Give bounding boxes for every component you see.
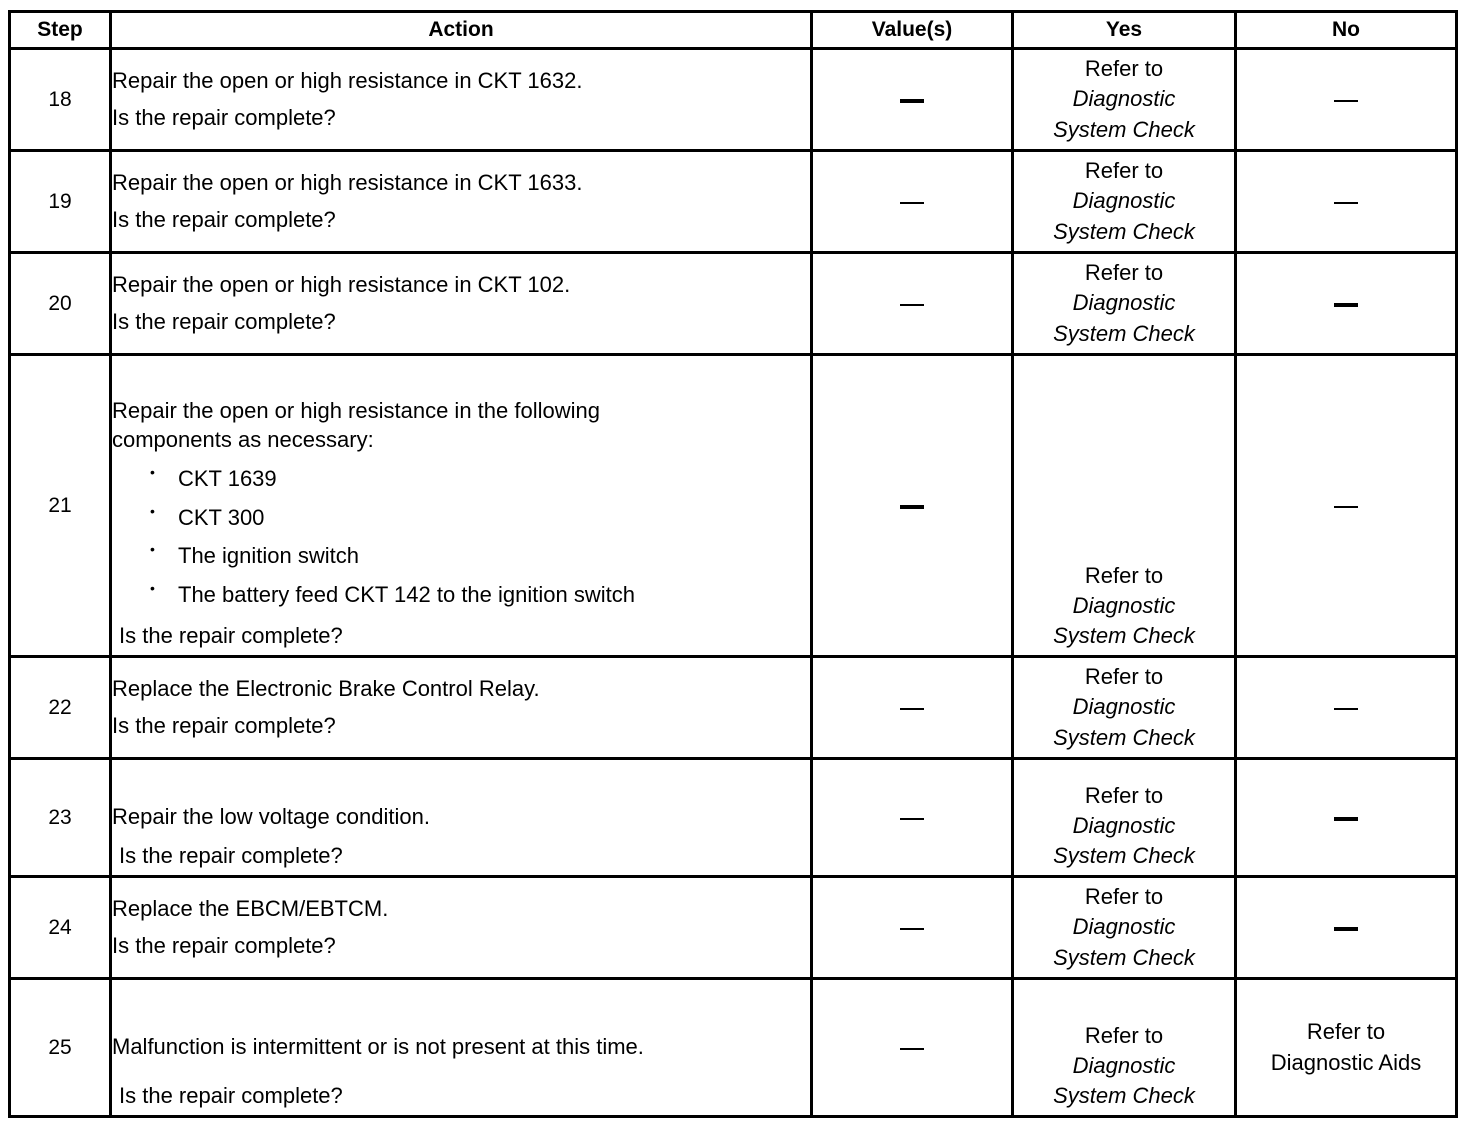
header-action: Action — [111, 12, 812, 49]
dash-icon — [900, 304, 924, 306]
dash-icon — [1334, 202, 1358, 204]
action-cell — [111, 49, 812, 151]
step-number: 21 — [10, 355, 111, 657]
yes-cell — [1013, 759, 1236, 877]
yes-refer: Refer to — [1084, 158, 1164, 184]
yes-system-check: System Check — [1053, 622, 1195, 648]
no-diagnostic-aids: Diagnostic Aids — [1270, 1049, 1422, 1075]
dash-icon — [900, 505, 924, 509]
yes-system-check: System Check — [1053, 842, 1195, 868]
dash-icon — [1334, 927, 1358, 931]
dash-icon — [900, 1048, 924, 1050]
component-list — [112, 460, 810, 614]
yes-diagnostic: Diagnostic — [1072, 694, 1176, 720]
table-row — [10, 151, 1457, 253]
diagnostic-table — [8, 10, 1458, 1118]
yes-cell — [1013, 657, 1236, 759]
dash-icon — [900, 818, 924, 820]
yes-system-check: System Check — [1053, 1082, 1195, 1108]
action-text: components as necessary: — [112, 426, 374, 452]
table-row — [10, 657, 1457, 759]
action-text: Replace the EBCM/EBTCM. — [112, 895, 389, 921]
action-text: Malfunction is intermittent or is not present at this time. — [112, 1034, 644, 1060]
value-cell — [812, 355, 1013, 657]
yes-cell — [1013, 49, 1236, 151]
action-cell — [111, 979, 812, 1117]
action-text: Repair the open or high resistance in CKT 1633. — [112, 169, 583, 195]
dash-icon — [900, 202, 924, 204]
value-cell — [812, 253, 1013, 355]
yes-diagnostic: Diagnostic — [1072, 290, 1176, 316]
list-item: • The ignition switch — [150, 537, 810, 576]
no-cell — [1236, 877, 1457, 979]
yes-system-check: System Check — [1053, 944, 1195, 970]
no-refer: Refer to — [1306, 1019, 1386, 1045]
action-text: Replace the Electronic Brake Control Relay. — [112, 675, 540, 701]
action-question: Is the repair complete? — [119, 623, 343, 649]
no-cell — [1236, 151, 1457, 253]
action-cell — [111, 253, 812, 355]
value-cell — [812, 657, 1013, 759]
dash-icon — [900, 928, 924, 930]
table-row — [10, 49, 1457, 151]
yes-diagnostic: Diagnostic — [1072, 914, 1176, 940]
step-number: 20 — [10, 253, 111, 355]
action-question: Is the repair complete? — [119, 1083, 343, 1109]
list-item: • CKT 1639 — [150, 460, 810, 499]
table-row — [10, 253, 1457, 355]
yes-refer: Refer to — [1084, 664, 1164, 690]
yes-system-check: System Check — [1053, 724, 1195, 750]
table-row — [10, 759, 1457, 877]
yes-refer: Refer to — [1084, 782, 1164, 808]
step-number: 23 — [10, 759, 111, 877]
header-values: Value(s) — [812, 12, 1013, 49]
step-number: 19 — [10, 151, 111, 253]
action-cell — [111, 877, 812, 979]
yes-system-check: System Check — [1053, 218, 1195, 244]
dash-icon — [1334, 100, 1358, 102]
yes-cell — [1013, 877, 1236, 979]
step-number: 25 — [10, 979, 111, 1117]
no-cell — [1236, 759, 1457, 877]
dash-icon — [900, 99, 924, 103]
yes-diagnostic: Diagnostic — [1072, 86, 1176, 112]
action-text: Repair the open or high resistance in CKT 102. — [112, 271, 571, 297]
action-text: Repair the open or high resistance in the following — [112, 397, 600, 423]
table-row — [10, 979, 1457, 1117]
yes-system-check: System Check — [1053, 116, 1195, 142]
no-cell — [1236, 49, 1457, 151]
yes-diagnostic: Diagnostic — [1072, 812, 1176, 838]
yes-refer: Refer to — [1084, 562, 1164, 588]
dash-icon — [1334, 817, 1358, 821]
action-cell — [111, 759, 812, 877]
yes-diagnostic: Diagnostic — [1072, 188, 1176, 214]
yes-cell — [1013, 979, 1236, 1117]
dash-icon — [1334, 303, 1358, 307]
dash-icon — [900, 708, 924, 710]
no-cell — [1236, 253, 1457, 355]
yes-cell — [1013, 253, 1236, 355]
yes-cell — [1013, 355, 1236, 657]
dash-icon — [1334, 708, 1358, 710]
action-cell — [111, 151, 812, 253]
action-question: Is the repair complete? — [112, 932, 336, 958]
value-cell — [812, 759, 1013, 877]
action-text: Repair the open or high resistance in CKT 1632. — [112, 67, 583, 93]
step-number: 22 — [10, 657, 111, 759]
yes-cell — [1013, 151, 1236, 253]
list-item: • CKT 300 — [150, 499, 810, 538]
action-question: Is the repair complete? — [112, 206, 336, 232]
no-cell — [1236, 657, 1457, 759]
action-cell — [111, 657, 812, 759]
action-question: Is the repair complete? — [112, 308, 336, 334]
action-question: Is the repair complete? — [112, 104, 336, 130]
step-number: 24 — [10, 877, 111, 979]
no-cell — [1236, 979, 1457, 1117]
yes-refer: Refer to — [1084, 56, 1164, 82]
table-row — [10, 355, 1457, 657]
header-row — [10, 12, 1457, 49]
action-question: Is the repair complete? — [112, 712, 336, 738]
action-text: Repair the low voltage condition. — [112, 804, 430, 830]
value-cell — [812, 877, 1013, 979]
dash-icon — [1334, 506, 1358, 508]
value-cell — [812, 151, 1013, 253]
yes-refer: Refer to — [1084, 260, 1164, 286]
no-cell — [1236, 355, 1457, 657]
yes-diagnostic: Diagnostic — [1072, 592, 1176, 618]
action-cell — [111, 355, 812, 657]
value-cell — [812, 49, 1013, 151]
header-step: Step — [10, 12, 111, 49]
header-yes: Yes — [1013, 12, 1236, 49]
step-number: 18 — [10, 49, 111, 151]
yes-refer: Refer to — [1084, 884, 1164, 910]
list-item: • The battery feed CKT 142 to the ignition switch — [150, 576, 810, 615]
header-no: No — [1236, 12, 1457, 49]
value-cell — [812, 979, 1013, 1117]
table-row — [10, 877, 1457, 979]
yes-diagnostic: Diagnostic — [1072, 1052, 1176, 1078]
yes-system-check: System Check — [1053, 320, 1195, 346]
yes-refer: Refer to — [1084, 1022, 1164, 1048]
action-question: Is the repair complete? — [119, 843, 343, 869]
